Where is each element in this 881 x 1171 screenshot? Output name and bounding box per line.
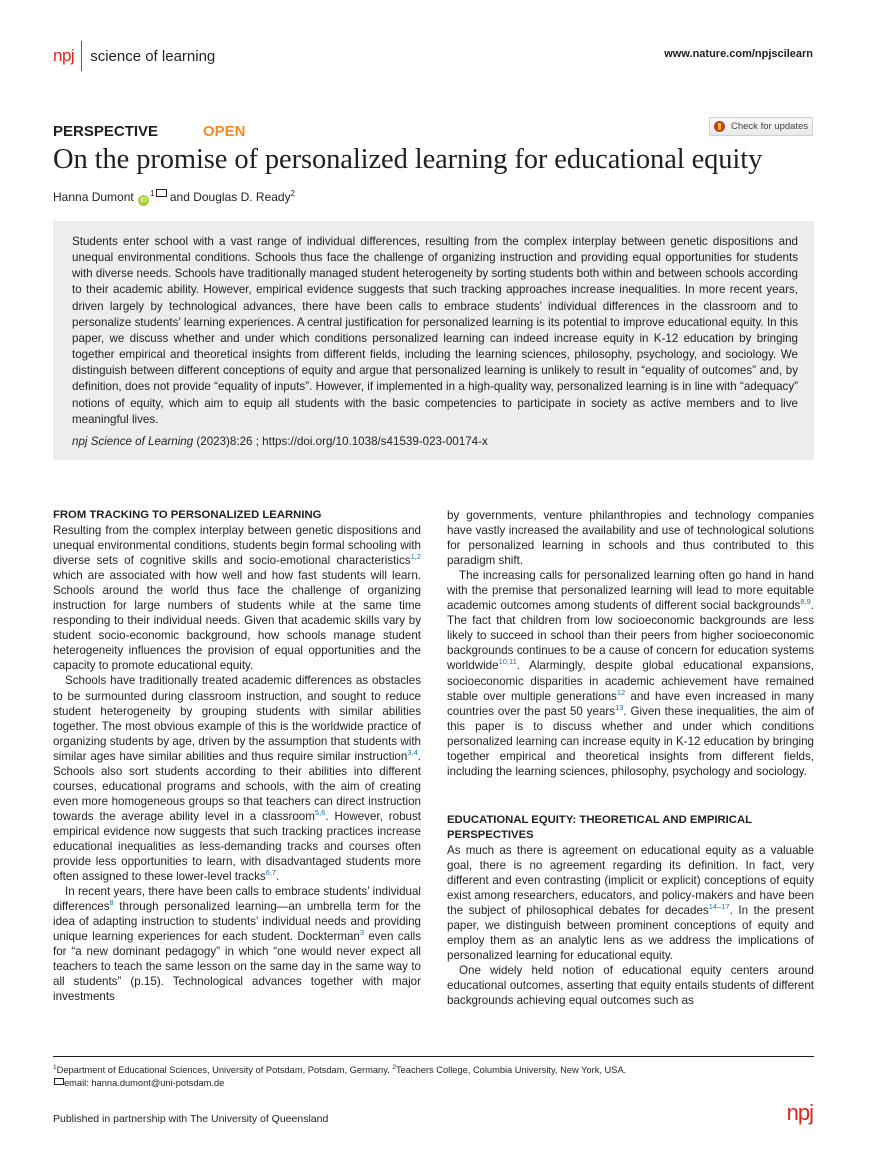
- reference-link[interactable]: 8,9: [800, 597, 811, 607]
- paragraph: The increasing calls for personalized learning often go hand in hand with the premise that personalized learning will lead to more equitable academic outcomes among students of different social backgrounds$^{8,9}$. The fact that children from low socioeconomic backgrounds are less likely to succeed in school than their peers from higher socioeconomic backgrounds continues to be a cause of concern for education systems worldwide$^{10,11}$. Alarmingly, despite global educational expansions, socioeconomic disparities in academic achievement have remained stable over multiple generations$^{12}$ and have even increased in many countries over the past 50 years$^{13}$. Given these inequalities, the aim of this paper is to discuss whether and under which conditions personalized learning can increase equity in K-12 education by bringing together empirical and theoretical insights from different fields, including the learning sciences, philosophy, psychology and sociology.: [447, 569, 814, 778]
- check-updates-label: Check for updates: [731, 121, 809, 132]
- reference-link[interactable]: 6,7: [265, 868, 277, 878]
- paragraph: One widely held notion of educational equity centers around educational outcomes, asserting that equity entails students of different backgrounds achieving equal outcomes such as: [447, 964, 814, 1008]
- affiliation-1: Department of Educational Sciences, University of Potsdam, Potsdam, Germany.: [56, 1065, 393, 1076]
- check-for-updates-button[interactable]: [709, 117, 813, 136]
- citation-line: [72, 435, 488, 448]
- left-column: [53, 508, 421, 1005]
- reference-link[interactable]: 14–17: [708, 902, 730, 912]
- reference-link[interactable]: 10,11: [498, 657, 517, 667]
- paragraph: by governments, venture philanthropies and technology companies have vastly increased the availability and use of technological solutions for personalized learning in schools and thus contributed to this paradigm shift.: [447, 509, 814, 568]
- affiliation-2: Teachers College, Columbia University, New York, USA.: [395, 1065, 627, 1076]
- affiliation-footnotes: $^1$Department of Educational Sciences, University of Potsdam, Potsdam, Germany. $^2$Teachers College, Columbia University, New York, USA. email: hanna.dumont@uni-potsdam.de: [53, 1064, 627, 1088]
- footnote-divider: [53, 1056, 814, 1057]
- paragraph: As much as there is agreement on educational equity as a valuable goal, there is no agreement regarding its definition. In fact, very different and even contrasting (implicit or explicit) conceptions of equity exist among researchers, educators, and policy-makers and have been the subject of philosophical debates for decades$^{14-17}$. In the present paper, we distinguish between prominent conceptions of equity and employ them as an analytic lens as we address the implications of personalized learning for educational equity.: [447, 843, 815, 963]
- right-column: [447, 508, 814, 1008]
- reference-link[interactable]: 3,4: [407, 747, 418, 757]
- corresponding-email[interactable]: email: hanna.dumont@uni-potsdam.de: [64, 1077, 225, 1088]
- paragraph: Resulting from the complex interplay between genetic dispositions and unequal environmental conditions, students begin formal schooling with diverse sets of cognitive skills and socio-emotional characteristics$^{1,2}$ which are associated with how well and how fast students will learn. Schools around the world thus face the challenge of organizing instruction for large numbers of students while at the same time responding to their individual needs. Given that academic skills vary by student socio-economic background, how schools manage student heterogeneity influences the provision of equal opportunities and the capacity to promote educational equity.: [53, 524, 421, 673]
- affiliation-marker: 1: [150, 189, 155, 198]
- brand-divider: [81, 41, 82, 71]
- reference-link[interactable]: 5,6: [314, 808, 326, 818]
- reference-link[interactable]: 3: [359, 928, 365, 938]
- open-access-label: OPEN: [203, 123, 246, 140]
- journal-name: science of learning: [90, 47, 216, 65]
- section-heading: FROM TRACKING TO PERSONALIZED LEARNING: [53, 509, 322, 521]
- author-list: [53, 189, 295, 206]
- author-name[interactable]: Douglas D. Ready: [193, 190, 291, 204]
- paragraph: In recent years, there have been calls to embrace students’ individual differences$^8$ through personalized learning—an umbrella term for the idea of adapting instruction to students’ individual needs and providing unique learning experiences for each student. Dockterman$^3$ even calls for “a new dominant pedagogy” in which “one would never expect all teachers to teach the same lesson on the same day in the same way to all students” (p.15). Technological advances together with major investments: [53, 885, 422, 1004]
- site-url-link[interactable]: www.nature.com/npjscilearn: [664, 48, 813, 60]
- reference-link[interactable]: 1,2: [410, 552, 421, 562]
- article-type: PERSPECTIVE: [53, 123, 159, 140]
- affiliation-marker: 2: [290, 189, 296, 198]
- section-heading: EDUCATIONAL EQUITY: THEORETICAL AND EMPIRICAL PERSPECTIVES: [447, 813, 752, 841]
- orcid-icon[interactable]: iD: [138, 195, 149, 206]
- npj-footer-logo: npj: [786, 1100, 813, 1125]
- doi-text[interactable]: (2023)8:26 ; https://doi.org/10.1038/s41539-023-00174-x: [193, 435, 488, 448]
- journal-citation-name: npj Science of Learning: [72, 435, 194, 448]
- author-separator: and: [166, 190, 194, 204]
- paragraph: Schools have traditionally treated academic differences as obstacles to be surmounted during classroom instruction, and sought to reduce student heterogeneity by grouping students with similar abilities together. The most obvious example of this is the worldwide practice of organizing students by age, driven by the assumption that students with similar ages have similar abilities and thus require similar instruction$^{3,4}$. Schools also sort students according to their abilities into different courses, educational programs and schools, with the aim of creating even more homogeneous groups so that teachers can direct instruction towards the average ability level in a classroom$^{5,6}$. However, robust empirical evidence now suggests that such tracking practices increase educational inequalities as less-demanding tracks and courses often provide less opportunities to learn, with disadvantaged students more often assigned to these lower-level tracks$^{6,7}$.: [53, 674, 421, 884]
- email-icon[interactable]: [156, 189, 167, 197]
- npj-logo-text: npj: [53, 46, 75, 65]
- abstract-text: Students enter school with a vast range of individual differences, resulting from the complex interplay between genetic dispositions and unequal environmental conditions. Schools thus face the challenge of organizing instruction and providing equal opportunities for students with diverse needs. Schools have traditionally managed student heterogeneity by sorting students both within and between schools according to their academic ability. However, empirical evidence suggests that such tracking approaches increase inequalities. In more recent years, driven largely by technological advances, there have been calls to embrace students’ individual differences in the classroom and to personalize students’ learning experiences. A central justification for personalized learning is its potential to improve educational equity. In this paper, we discuss whether and under which conditions personalized learning can indeed increase equity in K-12 education by bringing together empirical and theoretical insights from different fields, including the learning sciences, philosophy, psychology, and sociology. We distinguish between different conceptions of equity and argue that personalized learning is unlikely to result in “equality of outcomes” and, by definition, does not provide “equality of inputs”. However, if implemented in a high-quality way, personalized learning is in line with “adequacy” notions of equity, which aim to equip all students with the basic competencies to participate in society as active members and to live meaningful lives.: [72, 235, 798, 426]
- journal-brand[interactable]: [53, 41, 215, 71]
- partnership-note: Published in partnership with The University of Queensland: [53, 1113, 329, 1125]
- email-icon: [54, 1078, 64, 1085]
- author-name[interactable]: Hanna Dumont: [53, 190, 134, 204]
- crossmark-icon: [714, 121, 725, 132]
- reference-link[interactable]: 13: [615, 702, 624, 712]
- article-title: On the promise of personalized learning for educational equity: [53, 144, 763, 175]
- reference-link[interactable]: 12: [616, 687, 626, 697]
- reference-link[interactable]: 8: [109, 898, 114, 908]
